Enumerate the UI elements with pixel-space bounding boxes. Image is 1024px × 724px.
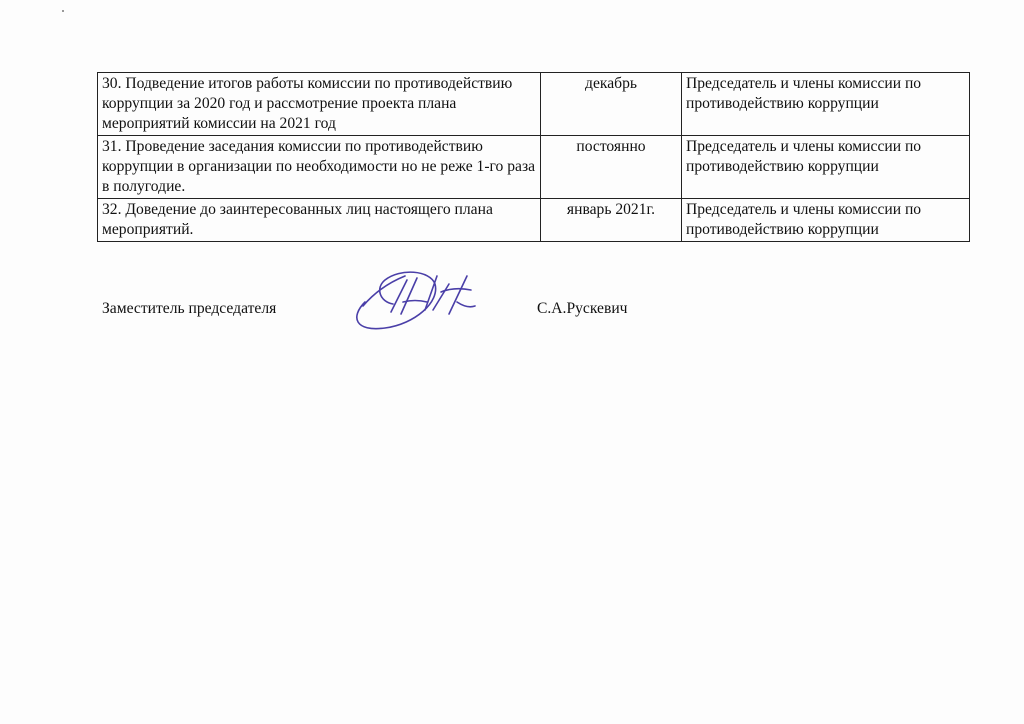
responsible-cell: Председатель и члены комиссии по противодействию коррупции <box>682 73 970 136</box>
table-row <box>98 136 970 199</box>
action-plan-table <box>97 72 970 242</box>
term-cell: январь 2021г. <box>541 199 682 242</box>
responsible-cell: Председатель и члены комиссии по противодействию коррупции <box>682 199 970 242</box>
signatory-position: Заместитель председателя <box>102 300 277 317</box>
table-row <box>98 199 970 242</box>
term-cell: постоянно <box>541 136 682 199</box>
handwritten-signature <box>345 262 495 342</box>
term-cell: декабрь <box>541 73 682 136</box>
responsible-cell: Председатель и члены комиссии по противодействию коррупции <box>682 136 970 199</box>
signatory-name: С.А.Рускевич <box>537 300 628 317</box>
item-cell: 32. Доведение до заинтересованных лиц настоящего плана мероприятий. <box>98 199 541 242</box>
table-row <box>98 73 970 136</box>
item-cell: 31. Проведение заседания комиссии по противодействию коррупции в организации по необходимости но не реже 1-го раза в полугодие. <box>98 136 541 199</box>
item-cell: 30. Подведение итогов работы комиссии по противодействию коррупции за 2020 год и рассмотрение проекта плана мероприятий комиссии на 2021 год <box>98 73 541 136</box>
scan-speck <box>62 10 64 12</box>
